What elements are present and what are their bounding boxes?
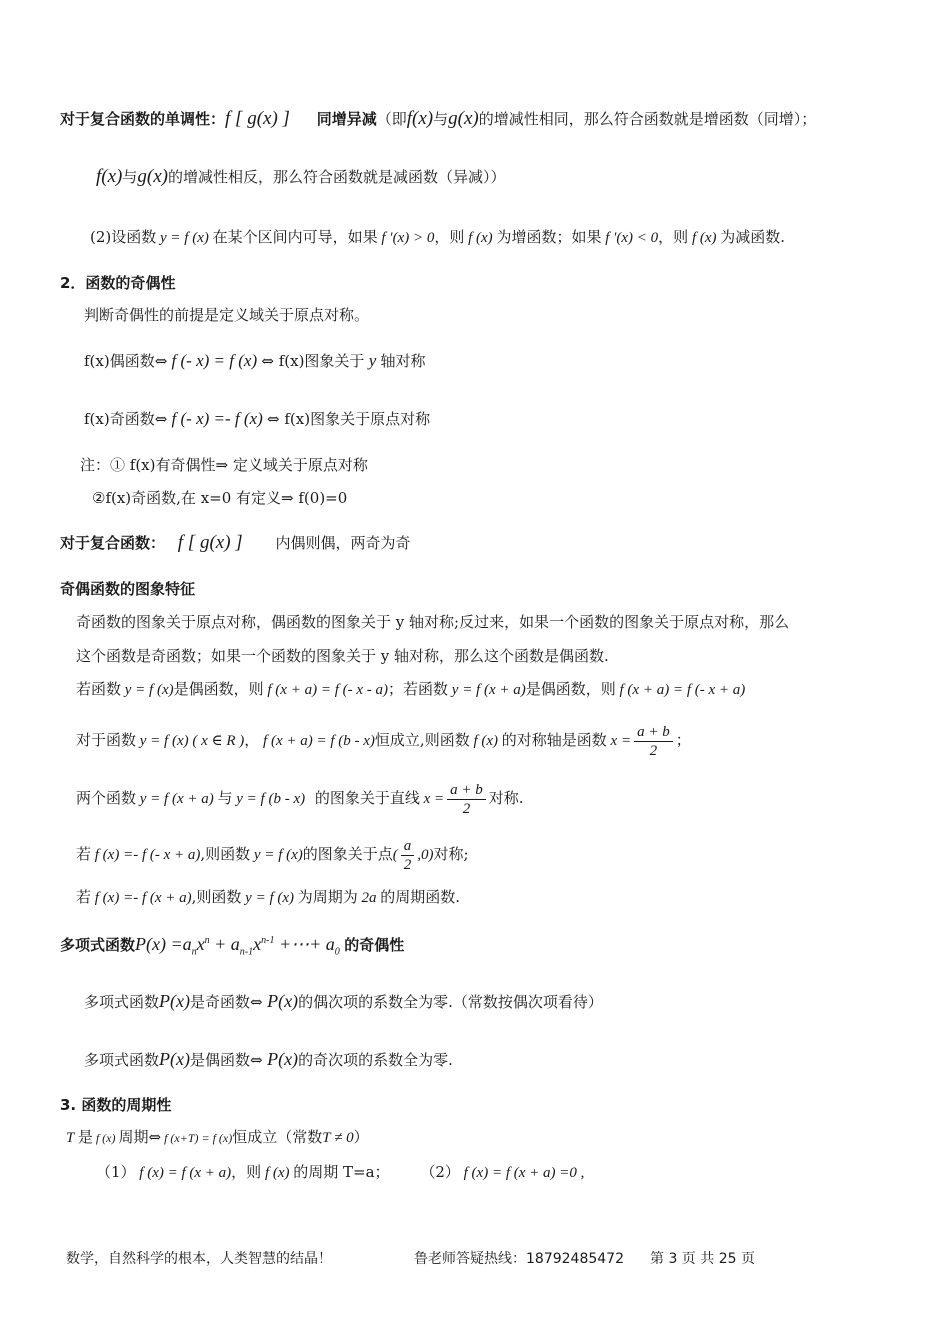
point-symmetry-line: 若 f (x) =- f (- x + a),则函数 y = f (x)的图象关于点( $\frac{a}{2}$ ,0)对称; xyxy=(76,837,469,873)
parity-note-2: ②f(x)奇函数,在 x=0 有定义⇒ f(0)=0 xyxy=(92,489,348,507)
footer-hotline: 鲁老师答疑热线：18792485472 xyxy=(414,1251,624,1267)
composite-monotonicity-line-2: f(x)与g(x)的增减性相反，那么符合函数就是减函数（异减）） xyxy=(96,166,506,187)
polynomial-even-line: 多项式函数P(x)是偶函数⇔ P(x)的奇次项的系数全为零. xyxy=(84,1049,453,1069)
formula-f-g-x: f [ g(x) ] xyxy=(225,108,290,129)
parity-premise: 判断奇偶性的前提是定义域关于原点对称。 xyxy=(84,306,370,324)
same-increase-diff-decrease-label: 同增异减 xyxy=(316,110,377,128)
fraction-a-over-2: $\frac{a}{2}$ xyxy=(401,837,415,874)
parity-note-1: 注：① f(x)有奇偶性⇒ 定义域关于原点对称 xyxy=(80,456,368,474)
composite-parity-line: 对于复合函数： f [ g(x) ] 内偶则偶，两奇为奇 xyxy=(60,532,411,553)
footer-motto: 数学，自然科学的根本，人类智慧的结晶！ xyxy=(66,1251,332,1267)
footer-page-number: 第 3 页 共 25 页 xyxy=(650,1251,755,1267)
graph-characteristics-heading: 奇偶函数的图象特征 xyxy=(60,580,196,598)
graph-paragraph-line-1: 奇函数的图象关于原点对称，偶函数的图象关于 y 轴对称;反过来，如果一个函数的图象关于原点对称，那么 xyxy=(76,613,790,631)
even-function-line: f(x)偶函数⇔ f (- x) = f (x) ⇔ f(x)图象关于 y 轴对称 xyxy=(84,351,426,370)
fraction-a-plus-b-over-2: $\frac{a + b}{2}$ xyxy=(634,723,673,760)
odd-function-line: f(x)奇函数⇔ f (- x) =- f (x) ⇔ f(x)图象关于原点对称 xyxy=(84,409,431,428)
formula-f-x: f(x) xyxy=(406,108,434,129)
composite-monotonicity-heading: 对于复合函数的单调性： xyxy=(60,110,226,128)
period-cases-line: （1） f (x) = f (x + a)，则 f (x) 的周期 T=a； （2） f (x) = f (x + a) =0 , xyxy=(96,1163,585,1181)
graph-paragraph-line-2: 这个函数是奇函数；如果一个函数的图象关于 y 轴对称，那么这个函数是偶函数. xyxy=(76,647,609,665)
derivative-monotonicity-line: (2)设函数 y = f (x) 在某个区间内可导，如果 f ′(x) > 0，则 f (x) 为增函数；如果 f ′(x) < 0，则 f (x) 为减函数. xyxy=(90,228,786,246)
even-shift-line: 若函数 y = f (x)是偶函数，则 f (x + a) = f (- x - a)；若函数 y = f (x + a)是偶函数，则 f (x + a) = f (- x + a) xyxy=(76,680,746,698)
formula-g-x: g(x) xyxy=(448,108,479,129)
two-functions-symmetry-line: 两个函数 y = f (x + a) 与 y = f (b - x) 的图象关于直线 x = $\frac{a + b}{2}$ 对称. xyxy=(76,781,524,817)
period-definition-line: T 是 f (x) 周期⇔ f (x+T) = f (x)恒成立（常数T ≠ 0） xyxy=(66,1128,369,1146)
section-3-title: 3. 函数的周期性 xyxy=(60,1096,172,1114)
composite-monotonicity-line: 对于复合函数的单调性：f [ g(x) ] 同增异减（即f(x)与g(x)的增减性相同，那么符合函数就是增函数（同增）； xyxy=(60,108,817,129)
polynomial-odd-line: 多项式函数P(x)是奇函数⇔ P(x)的偶次项的系数全为零.（常数按偶次项看待） xyxy=(84,991,603,1011)
section-2-title: 2．函数的奇偶性 xyxy=(60,274,176,292)
symmetry-axis-line: 对于函数 y = f (x) ( x ∈ R )， f (x + a) = f (b - x)恒成立,则函数 f (x) 的对称轴是函数 x = $\frac{a + b}{2}$ ； xyxy=(76,723,691,759)
periodic-line: 若 f (x) =- f (x + a),则函数 y = f (x) 为周期为 2a 的周期函数. xyxy=(76,888,461,906)
polynomial-heading: 多项式函数$P(x) =a_nx^n + a_{n-1}x^{n-1}$ +⋯+ $a_0$ 的奇偶性 xyxy=(60,934,405,958)
